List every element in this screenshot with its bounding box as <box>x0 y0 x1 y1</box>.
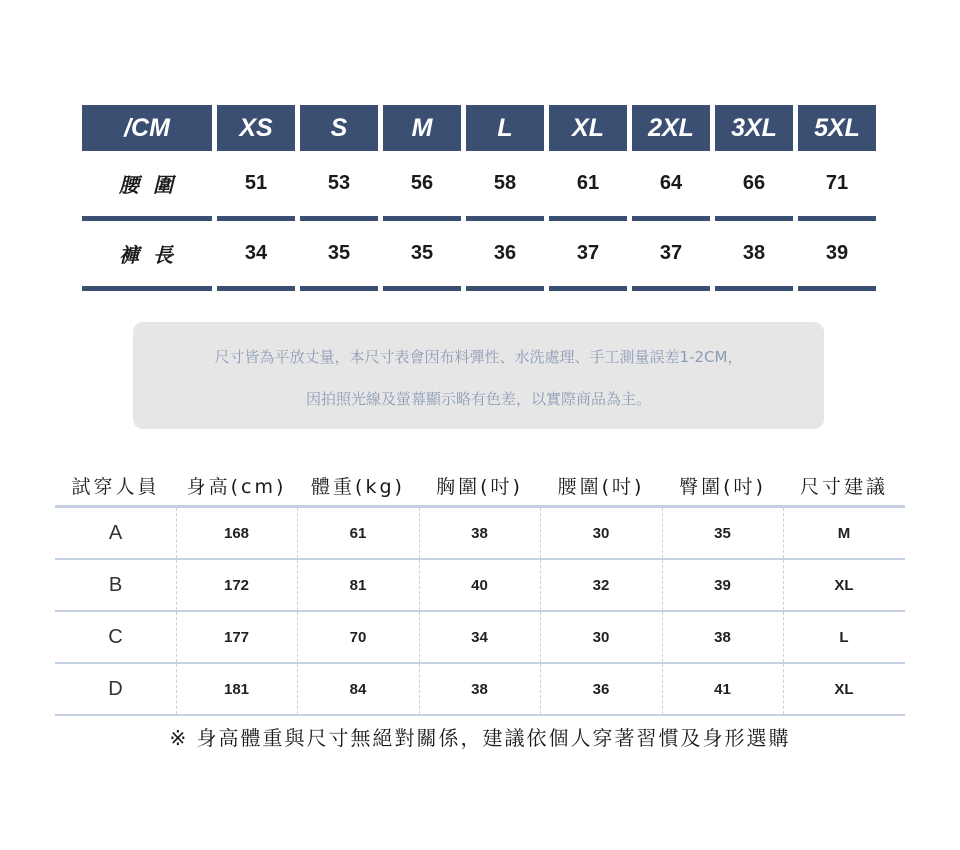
cell-chest: 38 <box>471 524 488 542</box>
measurement-note <box>133 322 824 429</box>
cell-tester: D <box>108 677 123 700</box>
size-cell <box>300 221 378 291</box>
size-value: 39 <box>825 241 849 264</box>
try-on-table <box>55 508 905 716</box>
cell-hip: 38 <box>714 628 731 646</box>
size-value: 64 <box>659 171 683 194</box>
cell-chest: 34 <box>471 628 488 646</box>
size-value: 37 <box>659 241 683 264</box>
header-cell-l: L <box>466 105 544 151</box>
size-value: 71 <box>825 171 849 194</box>
size-cell <box>549 221 627 291</box>
table-row <box>55 612 905 664</box>
table-row <box>55 560 905 612</box>
size-value: 35 <box>327 241 351 264</box>
size-cell <box>466 151 544 221</box>
size-value: 58 <box>493 171 517 194</box>
size-cell <box>217 151 295 221</box>
cell-hip: 41 <box>714 680 731 698</box>
th-hip: 臀圍(吋) <box>679 475 766 498</box>
header-cell-m: M <box>383 105 461 151</box>
cell-weight: 81 <box>349 576 367 594</box>
size-value: 37 <box>576 241 600 264</box>
size-cell <box>632 221 710 291</box>
size-row-length <box>82 221 876 291</box>
cell-size: XL <box>834 680 854 698</box>
size-cell <box>715 221 793 291</box>
note-line-2: 因拍照光線及螢幕顯示略有色差，以實際商品為主。 <box>305 390 651 408</box>
th-size-suggestion: 尺寸建議 <box>799 475 888 498</box>
header-cell-2xl: 2XL <box>632 105 710 151</box>
table-row <box>55 508 905 560</box>
size-row-waist <box>82 151 876 221</box>
row-label-length <box>82 221 212 291</box>
header-cell-xl: XL <box>549 105 627 151</box>
size-cell <box>466 221 544 291</box>
size-cell <box>632 151 710 221</box>
cell-waist: 30 <box>592 524 610 542</box>
size-value: 38 <box>742 241 766 264</box>
cell-waist: 36 <box>592 680 610 698</box>
header-cell-s: S <box>300 105 378 151</box>
table-row <box>55 664 905 716</box>
cell-waist: 32 <box>592 576 610 594</box>
footnote: ※ 身高體重與尺寸無絕對關係，建議依個人穿著習慣及身形選購 <box>169 726 791 750</box>
cell-weight: 61 <box>349 524 367 542</box>
size-cell <box>383 221 461 291</box>
cell-height: 168 <box>223 524 250 542</box>
cell-chest: 38 <box>471 680 488 698</box>
cell-size: L <box>839 628 849 646</box>
header-cell-3xl: 3XL <box>715 105 793 151</box>
size-value: 66 <box>742 171 766 194</box>
cell-chest: 40 <box>471 576 488 594</box>
size-value: 35 <box>410 241 434 264</box>
cell-size: XL <box>834 576 854 594</box>
size-value: 34 <box>244 241 268 264</box>
size-value: 53 <box>327 171 351 194</box>
size-table <box>82 105 876 291</box>
size-cell <box>798 151 876 221</box>
cell-waist: 30 <box>592 628 610 646</box>
size-cell <box>549 151 627 221</box>
row-label-waist-text: 腰圍 <box>119 172 187 197</box>
header-cell-xs: XS <box>217 105 295 151</box>
cell-height: 172 <box>223 576 250 594</box>
th-waist: 腰圍(吋) <box>557 475 645 498</box>
cell-hip: 35 <box>714 524 731 542</box>
th-chest: 胸圍(吋) <box>436 475 523 498</box>
th-height: 身高(cm) <box>186 475 287 498</box>
cell-tester: C <box>108 625 123 648</box>
size-cell <box>217 221 295 291</box>
size-value: 56 <box>410 171 434 194</box>
cell-tester: A <box>108 521 123 544</box>
size-value: 36 <box>493 241 517 264</box>
header-cell-unit: /CM <box>82 105 212 151</box>
size-table-header <box>82 105 876 151</box>
size-cell <box>383 151 461 221</box>
cell-hip: 39 <box>714 576 731 594</box>
size-cell <box>798 221 876 291</box>
cell-weight: 84 <box>349 680 367 698</box>
cell-height: 177 <box>223 628 250 646</box>
th-tester: 試穿人員 <box>71 475 160 498</box>
row-label-waist <box>82 151 212 221</box>
size-cell <box>715 151 793 221</box>
row-label-length-text: 褲長 <box>119 242 187 267</box>
cell-height: 181 <box>223 680 250 698</box>
note-line-1: 尺寸皆為平放丈量，本尺寸表會因布料彈性、水洗處理、手工測量誤差1-2CM， <box>214 348 743 366</box>
th-weight: 體重(kg) <box>311 475 405 498</box>
try-on-table-header <box>55 468 905 504</box>
size-value: 51 <box>244 171 268 194</box>
cell-tester: B <box>108 573 123 596</box>
cell-size: M <box>837 524 851 542</box>
size-cell <box>300 151 378 221</box>
cell-weight: 70 <box>349 628 367 646</box>
header-cell-5xl: 5XL <box>798 105 876 151</box>
size-value: 61 <box>576 171 600 194</box>
